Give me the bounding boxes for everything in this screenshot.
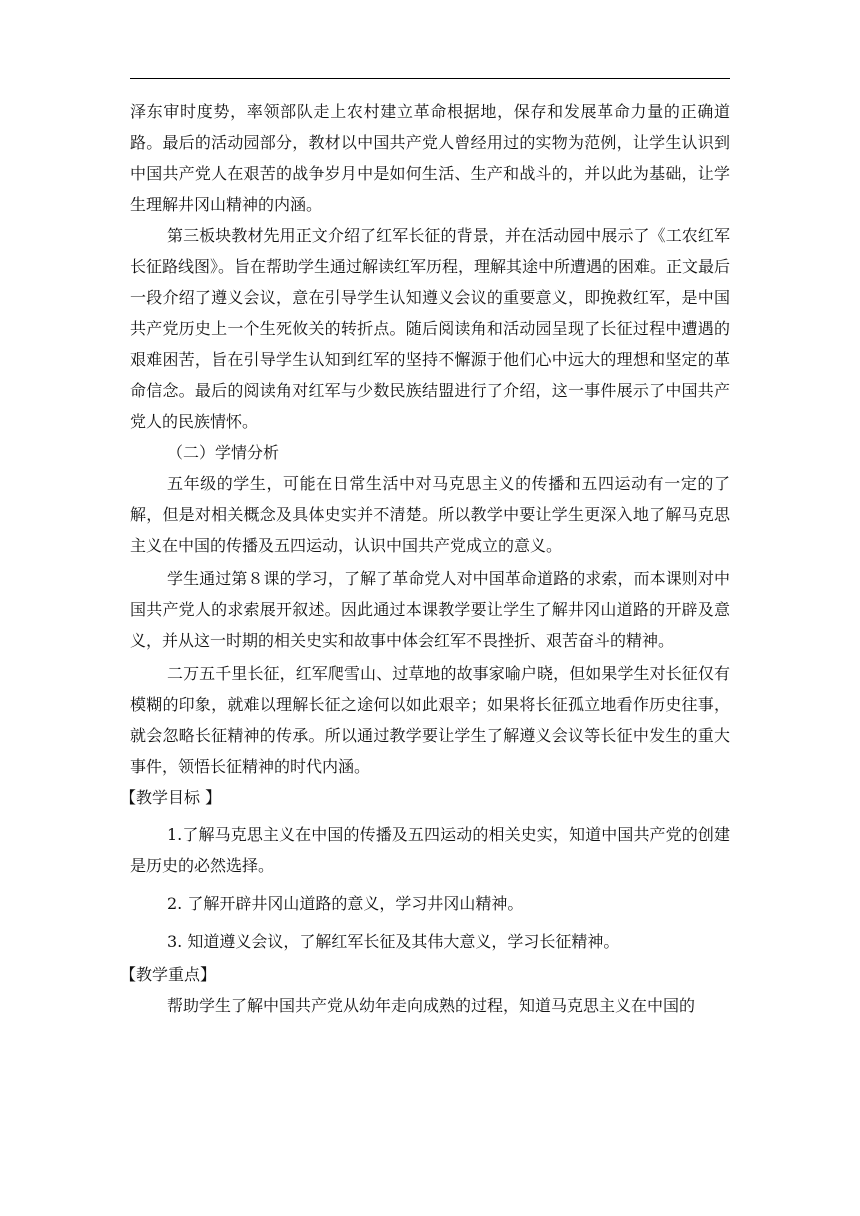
paragraph-learner-1: 五年级的学生，可能在日常生活中对马克思主义的传播和五四运动有一定的了解，但是对相关概念及具体史实并不清楚。所以教学中要让学生更深入地了解马克思主义在中国的传播及五四运动，认识中国共产党成立的意义。 (130, 474, 730, 555)
document-body (120, 96, 731, 1021)
paragraph-key-points: 帮助学生了解中国共产党从幼年走向成熟的过程，知道马克思主义在中国的 (167, 996, 696, 1015)
goal-item-1: 1.了解马克思主义在中国的传播及五四运动的相关史实，知道中国共产党的创建是历史的必然选择。 (130, 825, 730, 875)
header-rule (130, 78, 730, 79)
paragraph-learner-2: 学生通过第８课的学习，了解了革命党人对中国革命道路的求索，而本课则对中国共产党人的求索展开叙述。因此通过本课教学要让学生了解井冈山道路的开辟及意义，并从这一时期的相关史实和故事中体会红军不畏挫折、艰苦奋斗的精神。 (130, 569, 730, 650)
paragraph-continuation: 泽东审时度势，率领部队走上农村建立革命根据地，保存和发展革命力量的正确道路。最后的活动园部分，教材以中国共产党人曾经用过的实物为范例，让学生认识到中国共产党人在艰苦的战争岁月中是如何生活、生产和战斗的，并以此为基础，让学生理解井冈山精神的内涵。 (130, 102, 730, 214)
sub-heading-learner-analysis: （二）学情分析 (167, 443, 280, 462)
heading-teaching-goals: 【教学目标 】 (120, 788, 222, 807)
goal-item-3: 3. 知道遵义会议，了解红军长征及其伟大意义，学习长征精神。 (167, 932, 620, 951)
paragraph-learner-3: 二万五千里长征，红军爬雪山、过草地的故事家喻户晓，但如果学生对长征仅有模糊的印象，就难以理解长征之途何以如此艰辛；如果将长征孤立地看作历史往事，就会忽略长征精神的传承。所以通过教学要让学生了解遵义会议等长征中发生的重大事件，领悟长征精神的时代内涵。 (130, 664, 730, 776)
heading-teaching-key-points: 【教学重点】 (120, 965, 217, 984)
goal-item-2: 2. 了解开辟井冈山道路的意义，学习井冈山精神。 (167, 894, 524, 913)
paragraph-third-section: 第三板块教材先用正文介绍了红军长征的背景，并在活动园中展示了《工农红军长征路线图》。旨在帮助学生通过解读红军历程，理解其途中所遭遇的困难。正文最后一段介绍了遵义会议，意在引导学生认知遵义会议的重要意义，即挽救红军，是中国共产党历史上一个生死攸关的转折点。随后阅读角和活动园呈现了长征过程中遭遇的艰难困苦，旨在引导学生认知到红军的坚持不懈源于他们心中远大的理想和坚定的革命信念。最后的阅读角对红军与少数民族结盟进行了介绍，这一事件展示了中国共产党人的民族情怀。 (130, 226, 731, 431)
